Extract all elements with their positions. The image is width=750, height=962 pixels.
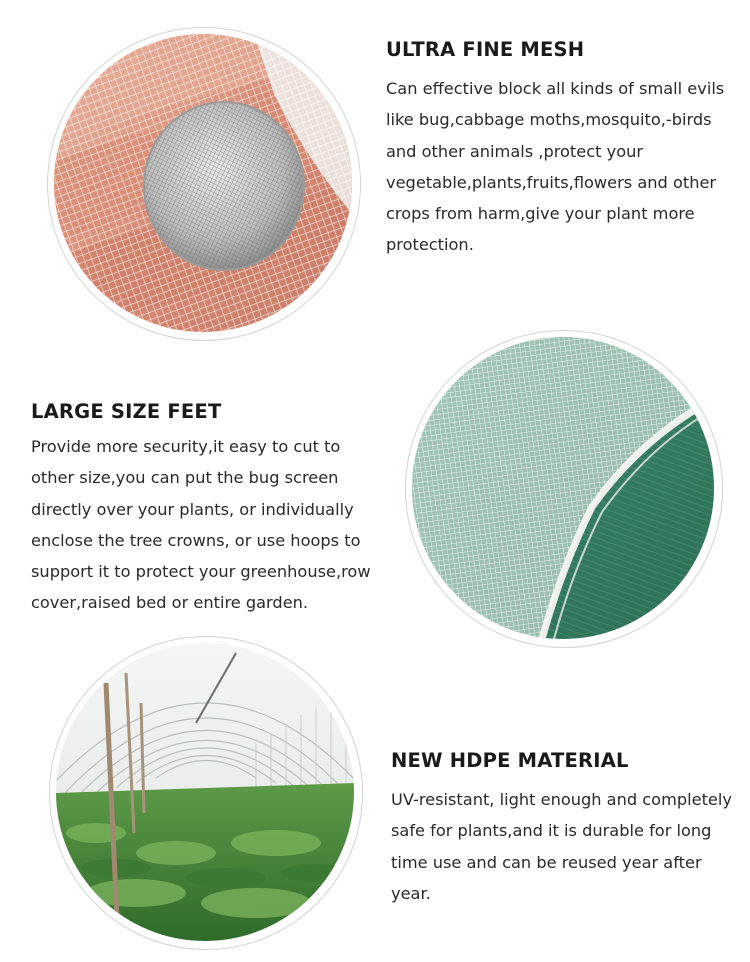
photo-fine-mesh-sample [54,34,352,332]
section-heading-fine-mesh: ULTRA FINE MESH [386,38,585,61]
section-heading-hdpe: NEW HDPE MATERIAL [391,749,629,772]
photo-greenhouse [56,643,354,941]
section-body-fine-mesh: Can effective block all kinds of small evils like bug,cabbage moths,mosquito,-birds and other animals ,protect your vegetable,plants,fruits,flowers and other crops from harm,give your plant more protection. [386,79,725,255]
section-heading-large-size: LARGE SIZE FEET [31,400,222,423]
section-body-large-size: Provide more security,it easy to cut to other size,you can put the bug screen directly over your plants, or individually enclose the tree crowns, or use hoops to support it to protect your greenhouse,row cover,raised bed or entire garden. [31,437,371,613]
photo-large-size-netting [412,337,714,639]
section-body-hdpe: UV-resistant, light enough and completely safe for plants,and it is durable for long time use and can be reused year after year. [391,790,732,903]
